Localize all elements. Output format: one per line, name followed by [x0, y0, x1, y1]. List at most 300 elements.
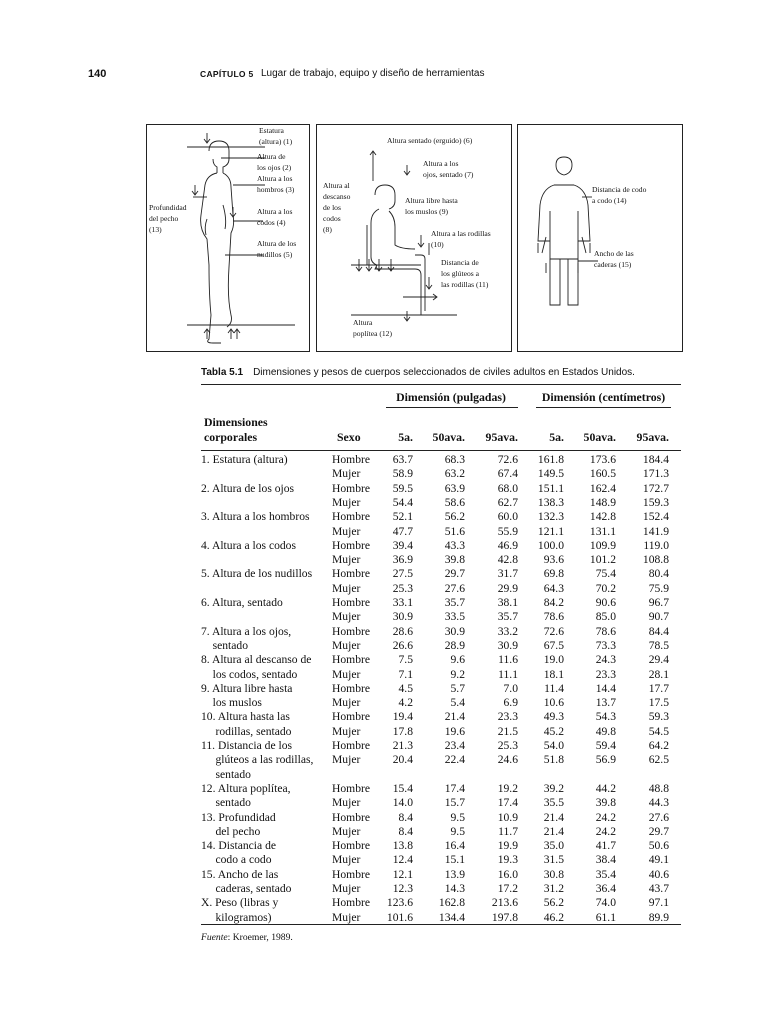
row-value: 72.6	[543, 624, 564, 638]
label-altura-codos: Altura a los codos (4)	[257, 207, 293, 227]
row-value: 43.7	[648, 882, 669, 895]
row-value: 11.4	[544, 681, 564, 695]
row-value: 50.6	[648, 839, 669, 853]
row-dimension-name: rodillas, sentado	[201, 724, 292, 738]
table-row	[201, 725, 681, 739]
row-sex: Hombre	[332, 567, 370, 581]
table-row	[201, 682, 681, 696]
row-value: 13.7	[595, 696, 616, 710]
page-header	[88, 68, 688, 84]
row-value: 19.3	[497, 853, 518, 867]
column-header-p5-in: 5a.	[398, 430, 413, 444]
row-value: 38.1	[497, 596, 518, 609]
row-value: 19.6	[444, 724, 465, 738]
row-sex: Mujer	[332, 882, 361, 895]
row-value: 67.5	[543, 638, 564, 652]
table-number: Tabla 5.1	[201, 367, 244, 378]
row-value: 45.2	[543, 724, 564, 738]
row-value: 43.3	[444, 538, 465, 552]
row-value: 59.5	[392, 481, 413, 495]
row-value: 7.0	[503, 681, 518, 695]
row-value: 142.8	[589, 510, 616, 524]
row-value: 131.1	[589, 524, 616, 538]
row-value: 40.6	[648, 867, 669, 881]
row-value: 19.2	[497, 781, 518, 795]
row-value: 161.8	[537, 453, 564, 466]
table-row	[201, 668, 681, 682]
table-row	[201, 596, 681, 610]
row-value: 16.0	[497, 867, 518, 881]
row-sex: Hombre	[332, 896, 370, 910]
table-row	[201, 782, 681, 796]
row-value: 78.5	[648, 638, 669, 652]
table-row	[201, 467, 681, 481]
row-value: 12.3	[392, 882, 413, 895]
row-sex: Mujer	[332, 753, 361, 767]
row-sex: Mujer	[332, 638, 361, 652]
row-dimension-name: sentado	[201, 796, 251, 810]
row-sex: Mujer	[332, 524, 361, 538]
row-value: 25.3	[497, 739, 518, 752]
row-value: 6.9	[503, 696, 518, 710]
row-value: 73.3	[595, 638, 616, 652]
row-value: 31.7	[497, 567, 518, 581]
table-row	[201, 582, 681, 596]
row-value: 17.2	[497, 882, 518, 895]
row-value: 44.3	[648, 796, 669, 810]
table-row	[201, 853, 681, 867]
table-row	[201, 696, 681, 710]
row-value: 26.6	[392, 638, 413, 652]
source-text: : Kroemer, 1989.	[227, 932, 293, 943]
back-body-illustration	[518, 125, 682, 351]
row-value: 39.4	[392, 538, 413, 552]
row-value: 24.2	[595, 810, 616, 824]
row-value: 63.7	[392, 453, 413, 466]
row-value: 61.1	[595, 910, 616, 924]
row-value: 17.4	[444, 781, 465, 795]
row-value: 10.9	[497, 810, 518, 824]
row-sex: Hombre	[332, 453, 370, 466]
row-value: 56.2	[444, 510, 465, 524]
row-value: 52.1	[392, 510, 413, 524]
table-row	[201, 653, 681, 667]
table-row	[201, 482, 681, 496]
row-value: 18.1	[543, 667, 564, 681]
row-value: 25.3	[392, 581, 413, 595]
row-value: 41.7	[595, 839, 616, 853]
row-sex: Mujer	[332, 667, 361, 681]
row-value: 35.4	[595, 867, 616, 881]
label-altura-sentado: Altura sentado (erguido) (6)	[387, 136, 473, 145]
row-value: 23.4	[444, 739, 465, 752]
table-row	[201, 510, 681, 524]
row-value: 8.4	[398, 824, 413, 838]
row-dimension-name: 2. Altura de los ojos	[201, 481, 295, 495]
row-value: 14.3	[444, 882, 465, 895]
row-value: 39.2	[543, 781, 564, 795]
row-value: 10.6	[543, 696, 564, 710]
table-row	[201, 811, 681, 825]
label-estatura: Estatura (altura) (1)	[259, 126, 293, 146]
row-value: 149.5	[537, 467, 564, 481]
row-value: 78.6	[595, 624, 616, 638]
row-sex: Mujer	[332, 495, 361, 509]
row-value: 69.8	[543, 567, 564, 581]
table-row	[201, 911, 681, 925]
row-value: 12.4	[392, 853, 413, 867]
row-dimension-name: kilogramos)	[201, 910, 272, 924]
row-value: 59.3	[648, 710, 669, 724]
row-dimension-name: codo a codo	[201, 853, 272, 867]
row-value: 21.4	[543, 810, 564, 824]
row-value: 30.9	[497, 638, 518, 652]
row-dimension-name: 15. Ancho de las	[201, 867, 279, 881]
label-altura-nudillos: Altura de los nudillos (5)	[257, 239, 297, 259]
row-value: 4.5	[398, 681, 413, 695]
row-value: 19.9	[497, 839, 518, 853]
row-value: 15.4	[392, 781, 413, 795]
row-value: 15.1	[444, 853, 465, 867]
row-value: 119.0	[643, 538, 669, 552]
row-dimension-name: 4. Altura a los codos	[201, 538, 296, 552]
table-top-rule	[201, 384, 681, 385]
row-dimension-name: X. Peso (libras y	[201, 896, 279, 910]
row-value: 28.6	[392, 624, 413, 638]
row-value: 96.7	[648, 596, 669, 609]
row-value: 78.6	[543, 610, 564, 624]
row-value: 22.4	[444, 753, 465, 767]
row-value: 29.7	[444, 567, 465, 581]
row-dimension-name: 7. Altura a los ojos,	[201, 624, 292, 638]
table-row	[201, 753, 681, 767]
row-sex: Hombre	[332, 710, 370, 724]
caption-text: Dimensiones y pesos de cuerpos seleccionados de civiles adultos en Estados Unidos.	[253, 367, 635, 378]
column-header-corporales: corporales	[204, 430, 258, 444]
table-row	[201, 610, 681, 624]
group-rule-inches	[386, 407, 518, 408]
row-value: 39.8	[595, 796, 616, 810]
row-value: 49.1	[648, 853, 669, 867]
table-row	[201, 453, 681, 467]
row-value: 152.4	[642, 510, 669, 524]
row-sex: Mujer	[332, 467, 361, 481]
row-value: 21.4	[444, 710, 465, 724]
row-value: 31.2	[543, 882, 564, 895]
row-value: 27.6	[648, 810, 669, 824]
row-sex: Mujer	[332, 724, 361, 738]
row-value: 9.5	[450, 824, 465, 838]
row-value: 49.3	[543, 710, 564, 724]
row-value: 9.5	[450, 810, 465, 824]
row-value: 20.4	[392, 753, 413, 767]
chapter-label: CAPÍTULO 5	[200, 69, 254, 79]
row-value: 54.4	[392, 495, 413, 509]
row-value: 90.7	[648, 610, 669, 624]
row-value: 151.1	[537, 481, 564, 495]
row-sex: Hombre	[332, 867, 370, 881]
row-value: 11.7	[498, 824, 518, 838]
row-value: 84.2	[543, 596, 564, 609]
row-sex: Hombre	[332, 839, 370, 853]
label-altura-ojos: Altura de los ojos (2)	[257, 152, 292, 172]
column-header-p50-cm: 50ava.	[583, 430, 616, 444]
row-value: 21.3	[392, 739, 413, 752]
row-dimension-name: los codos, sentado	[201, 667, 298, 681]
row-value: 28.1	[648, 667, 669, 681]
row-value: 28.9	[444, 638, 465, 652]
row-value: 4.2	[398, 696, 413, 710]
row-dimension-name: 5. Altura de los nudillos	[201, 567, 313, 581]
label-altura-poplitea: Altura poplítea (12)	[353, 318, 393, 338]
row-value: 9.2	[450, 667, 465, 681]
row-value: 101.2	[589, 553, 616, 567]
row-value: 7.5	[398, 653, 413, 667]
row-value: 29.4	[648, 653, 669, 667]
table-row	[201, 539, 681, 553]
row-value: 109.9	[589, 538, 616, 552]
label-altura-ojos-sentado: Altura a los ojos, sentado (7)	[423, 159, 474, 179]
row-value: 35.0	[543, 839, 564, 853]
source-label: Fuente	[201, 932, 228, 943]
row-value: 7.1	[398, 667, 413, 681]
column-header-dimensiones: Dimensiones	[204, 415, 268, 429]
row-value: 36.4	[595, 882, 616, 895]
row-value: 162.4	[589, 481, 616, 495]
row-value: 12.1	[392, 867, 413, 881]
row-value: 62.7	[497, 495, 518, 509]
row-value: 24.2	[595, 824, 616, 838]
table-row	[201, 868, 681, 882]
row-value: 89.9	[648, 910, 669, 924]
row-value: 75.9	[648, 581, 669, 595]
row-value: 33.1	[392, 596, 413, 609]
row-value: 93.6	[543, 553, 564, 567]
label-ancho-caderas: Ancho de las caderas (15)	[594, 249, 634, 269]
table-row	[201, 896, 681, 910]
row-dimension-name: caderas, sentado	[201, 882, 292, 895]
row-value: 162.8	[438, 896, 465, 910]
row-sex: Hombre	[332, 624, 370, 638]
row-value: 68.0	[497, 481, 518, 495]
row-value: 51.8	[543, 753, 564, 767]
row-sex: Hombre	[332, 781, 370, 795]
row-value: 108.8	[642, 553, 669, 567]
row-value: 172.7	[642, 481, 669, 495]
row-dimension-name: del pecho	[201, 824, 261, 838]
row-value: 84.4	[648, 624, 669, 638]
row-value: 56.2	[543, 896, 564, 910]
row-sex: Hombre	[332, 739, 370, 752]
row-value: 100.0	[537, 538, 564, 552]
row-value: 23.3	[497, 710, 518, 724]
row-value: 70.2	[595, 581, 616, 595]
row-sex: Hombre	[332, 653, 370, 667]
row-value: 5.4	[450, 696, 465, 710]
row-value: 197.8	[491, 910, 518, 924]
row-value: 51.6	[444, 524, 465, 538]
table-row	[201, 639, 681, 653]
row-value: 67.4	[497, 467, 518, 481]
table-row	[201, 553, 681, 567]
column-header-p50-in: 50ava.	[432, 430, 465, 444]
row-sex: Mujer	[332, 581, 361, 595]
row-value: 29.7	[648, 824, 669, 838]
row-value: 8.4	[398, 810, 413, 824]
row-sex: Mujer	[332, 696, 361, 710]
row-dimension-name: 6. Altura, sentado	[201, 596, 283, 609]
row-dimension-name: 1. Estatura (altura)	[201, 453, 288, 466]
row-dimension-name: 11. Distancia de los	[201, 739, 293, 752]
label-codo-a-codo: Distancia de codo a codo (14)	[592, 185, 647, 205]
row-value: 13.9	[444, 867, 465, 881]
row-dimension-name: sentado	[201, 767, 251, 781]
table-row	[201, 739, 681, 753]
column-header-sexo: Sexo	[337, 430, 361, 444]
row-value: 14.0	[392, 796, 413, 810]
row-value: 35.7	[497, 610, 518, 624]
row-value: 121.1	[537, 524, 564, 538]
row-value: 17.8	[392, 724, 413, 738]
group-header-inches: Dimensión (pulgadas)	[396, 390, 506, 404]
row-dimension-name: sentado	[201, 638, 249, 652]
column-header-p95-cm: 95ava.	[636, 430, 669, 444]
row-value: 54.3	[595, 710, 616, 724]
column-header-p5-cm: 5a.	[549, 430, 564, 444]
row-value: 72.6	[497, 453, 518, 466]
figure-back-panel	[517, 124, 683, 352]
row-value: 132.3	[537, 510, 564, 524]
row-value: 15.7	[444, 796, 465, 810]
row-value: 54.0	[543, 739, 564, 752]
table-row	[201, 710, 681, 724]
row-value: 90.6	[595, 596, 616, 609]
table-row	[201, 839, 681, 853]
row-dimension-name: 12. Altura poplítea,	[201, 781, 291, 795]
label-altura-libre-muslos: Altura libre hasta los muslos (9)	[405, 196, 458, 216]
row-value: 29.9	[497, 581, 518, 595]
page-number: 140	[88, 68, 107, 80]
row-value: 36.9	[392, 553, 413, 567]
row-value: 33.2	[497, 624, 518, 638]
row-value: 159.3	[642, 495, 669, 509]
label-profundidad-pecho: Profundidad del pecho (13)	[149, 203, 187, 234]
row-dimension-name: 10. Altura hasta las	[201, 710, 290, 724]
row-value: 21.4	[543, 824, 564, 838]
row-value: 24.6	[497, 753, 518, 767]
row-value: 33.5	[444, 610, 465, 624]
row-value: 64.2	[648, 739, 669, 752]
row-value: 74.0	[595, 896, 616, 910]
label-altura-hombros: Altura a los hombros (3)	[257, 174, 295, 194]
chapter-title: Lugar de trabajo, equipo y diseño de herramientas	[261, 68, 485, 79]
column-header-p95-in: 95ava.	[485, 430, 518, 444]
row-sex: Mujer	[332, 853, 361, 867]
row-value: 80.4	[648, 567, 669, 581]
row-sex: Mujer	[332, 824, 361, 838]
row-value: 134.4	[438, 910, 465, 924]
table-source	[201, 932, 293, 943]
row-value: 60.0	[497, 510, 518, 524]
row-value: 63.2	[444, 467, 465, 481]
figure-seated-panel	[316, 124, 512, 352]
row-value: 27.6	[444, 581, 465, 595]
row-value: 171.3	[642, 467, 669, 481]
label-altura-rodillas: Altura a las rodillas (10)	[431, 229, 491, 249]
row-value: 11.1	[498, 667, 518, 681]
row-value: 35.5	[543, 796, 564, 810]
row-value: 44.2	[595, 781, 616, 795]
row-value: 5.7	[450, 681, 465, 695]
row-value: 23.3	[595, 667, 616, 681]
row-value: 148.9	[589, 495, 616, 509]
row-value: 54.5	[648, 724, 669, 738]
row-value: 138.3	[537, 495, 564, 509]
row-value: 75.4	[595, 567, 616, 581]
row-value: 42.8	[497, 553, 518, 567]
row-value: 56.9	[595, 753, 616, 767]
row-value: 141.9	[642, 524, 669, 538]
row-sex: Hombre	[332, 681, 370, 695]
row-value: 49.8	[595, 724, 616, 738]
row-sex: Hombre	[332, 596, 370, 609]
row-value: 55.9	[497, 524, 518, 538]
group-rule-cm	[536, 407, 671, 408]
row-value: 64.3	[543, 581, 564, 595]
label-descanso-codos: Altura al descanso de los codos (8)	[323, 181, 351, 234]
table-row	[201, 768, 681, 782]
row-value: 31.5	[543, 853, 564, 867]
table-row	[201, 525, 681, 539]
row-dimension-name: 8. Altura al descanso de	[201, 653, 312, 667]
label-gluteos-rodillas: Distancia de los glúteos a las rodillas (11)	[441, 258, 489, 289]
row-value: 13.8	[392, 839, 413, 853]
row-value: 68.3	[444, 453, 465, 466]
row-value: 9.6	[450, 653, 465, 667]
row-value: 123.6	[386, 896, 413, 910]
row-value: 58.9	[392, 467, 413, 481]
row-dimension-name: glúteos a las rodillas,	[201, 753, 314, 767]
row-value: 17.4	[497, 796, 518, 810]
row-value: 38.4	[595, 853, 616, 867]
row-value: 21.5	[497, 724, 518, 738]
row-value: 173.6	[589, 453, 616, 466]
row-value: 101.6	[386, 910, 413, 924]
row-sex: Hombre	[332, 538, 370, 552]
group-header-cm: Dimensión (centímetros)	[541, 390, 666, 404]
row-dimension-name: 9. Altura libre hasta	[201, 681, 293, 695]
row-dimension-name: los muslos	[201, 696, 262, 710]
row-value: 97.1	[648, 896, 669, 910]
row-sex: Hombre	[332, 510, 370, 524]
row-value: 58.6	[444, 495, 465, 509]
row-value: 63.9	[444, 481, 465, 495]
table-row	[201, 796, 681, 810]
table-row	[201, 496, 681, 510]
row-value: 11.6	[498, 653, 518, 667]
table-row	[201, 567, 681, 581]
table-row	[201, 625, 681, 639]
row-dimension-name: 3. Altura a los hombros	[201, 510, 310, 524]
table-header-rule	[201, 450, 681, 451]
row-value: 46.2	[543, 910, 564, 924]
table-row	[201, 825, 681, 839]
row-value: 160.5	[589, 467, 616, 481]
row-value: 184.4	[642, 453, 669, 466]
row-dimension-name: 14. Distancia de	[201, 839, 277, 853]
table-row	[201, 882, 681, 896]
row-value: 16.4	[444, 839, 465, 853]
